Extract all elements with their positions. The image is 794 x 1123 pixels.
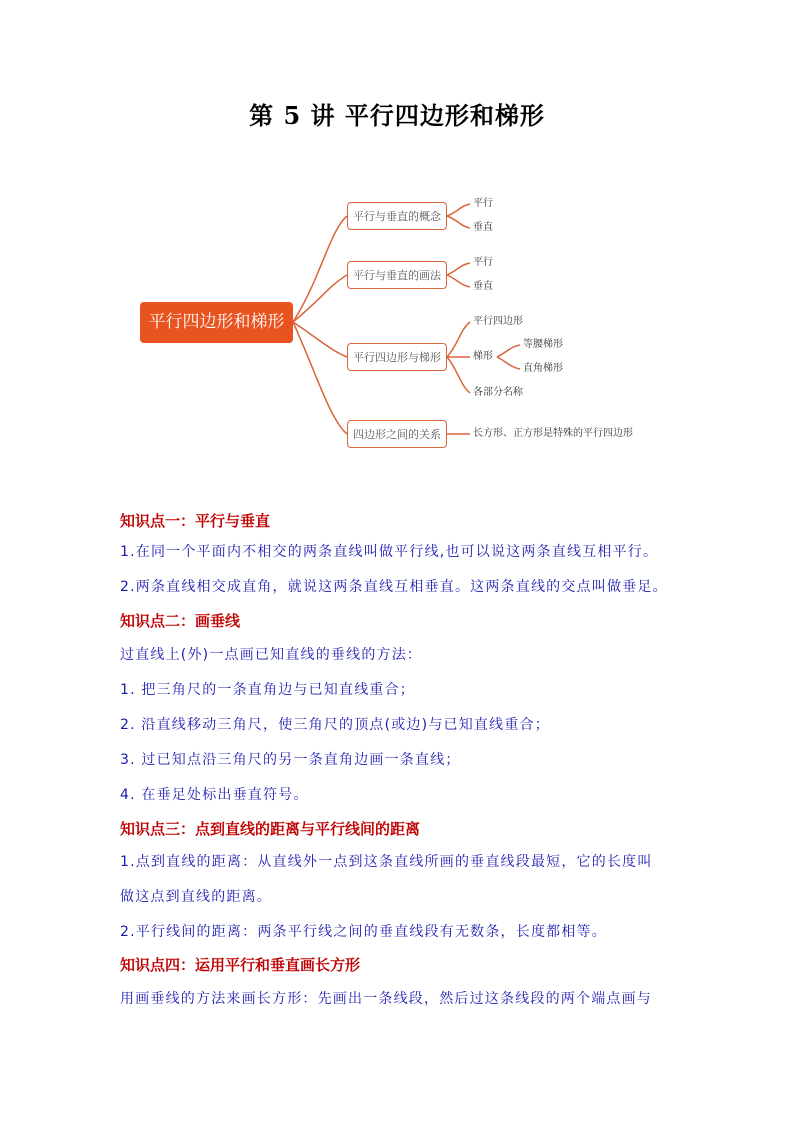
leaf-part-names: 各部分名称 xyxy=(473,387,523,398)
section-heading-2: 知识点二：画垂线 xyxy=(120,612,241,630)
section-heading-1: 知识点一：平行与垂直 xyxy=(120,512,271,530)
text-line: 2.两条直线相交成直角，就说这两条直线互相垂直。这两条直线的交点叫做垂足。 xyxy=(120,579,668,595)
text-line: 做这点到直线的距离。 xyxy=(120,889,272,905)
connector-b1-leaf2 xyxy=(447,216,470,228)
leaf-right-trapezoid: 直角梯形 xyxy=(523,363,563,374)
leaf-isosceles-trapezoid: 等腰梯形 xyxy=(523,339,563,350)
text-line: 1. 把三角尺的一条直角边与已知直线重合； xyxy=(120,682,416,698)
leaf-perpendicular: 垂直 xyxy=(473,222,493,233)
leaf-parallelogram: 平行四边形 xyxy=(473,316,523,327)
connector-root-branch4 xyxy=(293,322,347,434)
connector-root-branch1 xyxy=(293,216,347,322)
branch-quadrilaterals: 平行四边形与梯形 xyxy=(347,343,447,371)
section-heading-3: 知识点三：点到直线的距离与平行线间的距离 xyxy=(120,820,421,838)
branch-drawing: 平行与垂直的画法 xyxy=(347,261,447,289)
text-line: 过直线上(外)一点画已知直线的垂线的方法： xyxy=(120,647,423,663)
connector-root-branch2 xyxy=(293,275,347,322)
connector-trap-sub2 xyxy=(497,357,520,369)
branch-relations: 四边形之间的关系 xyxy=(347,420,447,448)
text-line: 2.平行线间的距离：两条平行线之间的垂直线段有无数条，长度都相等。 xyxy=(120,924,607,940)
leaf-perpendicular: 垂直 xyxy=(473,281,493,292)
section-heading-4: 知识点四：运用平行和垂直画长方形 xyxy=(120,956,361,974)
text-line: 4. 在垂足处标出垂直符号。 xyxy=(120,787,309,803)
connector-b3-leaf1 xyxy=(447,322,470,357)
leaf-parallel: 平行 xyxy=(473,257,493,268)
mind-map-connectors xyxy=(0,0,794,470)
text-line: 1.在同一个平面内不相交的两条直线叫做平行线,也可以说这两条直线互相平行。 xyxy=(120,544,659,560)
text-line: 1.点到直线的距离：从直线外一点到这条直线所画的垂直线段最短，它的长度叫 xyxy=(120,854,653,870)
connector-b1-leaf1 xyxy=(447,204,470,216)
text-line: 2. 沿直线移动三角尺，使三角尺的顶点(或边)与已知直线重合； xyxy=(120,717,550,733)
connector-b3-leaf3 xyxy=(447,357,470,393)
leaf-trapezoid: 梯形 xyxy=(473,351,493,362)
text-line: 3. 过已知点沿三角尺的另一条直角边画一条直线； xyxy=(120,752,461,768)
leaf-special-parallelogram: 长方形、正方形是特殊的平行四边形 xyxy=(473,428,633,439)
connector-trap-sub1 xyxy=(497,345,520,357)
text-line: 用画垂线的方法来画长方形：先画出一条线段，然后过这条线段的两个端点画与 xyxy=(120,991,652,1007)
leaf-parallel: 平行 xyxy=(473,198,493,209)
connector-b2-leaf1 xyxy=(447,263,470,275)
connector-b2-leaf2 xyxy=(447,275,470,287)
mind-map-root: 平行四边形和梯形 xyxy=(140,302,293,343)
branch-concept: 平行与垂直的概念 xyxy=(347,202,447,230)
page-title: 第 5 讲 平行四边形和梯形 xyxy=(249,101,545,130)
mind-map xyxy=(0,0,794,470)
